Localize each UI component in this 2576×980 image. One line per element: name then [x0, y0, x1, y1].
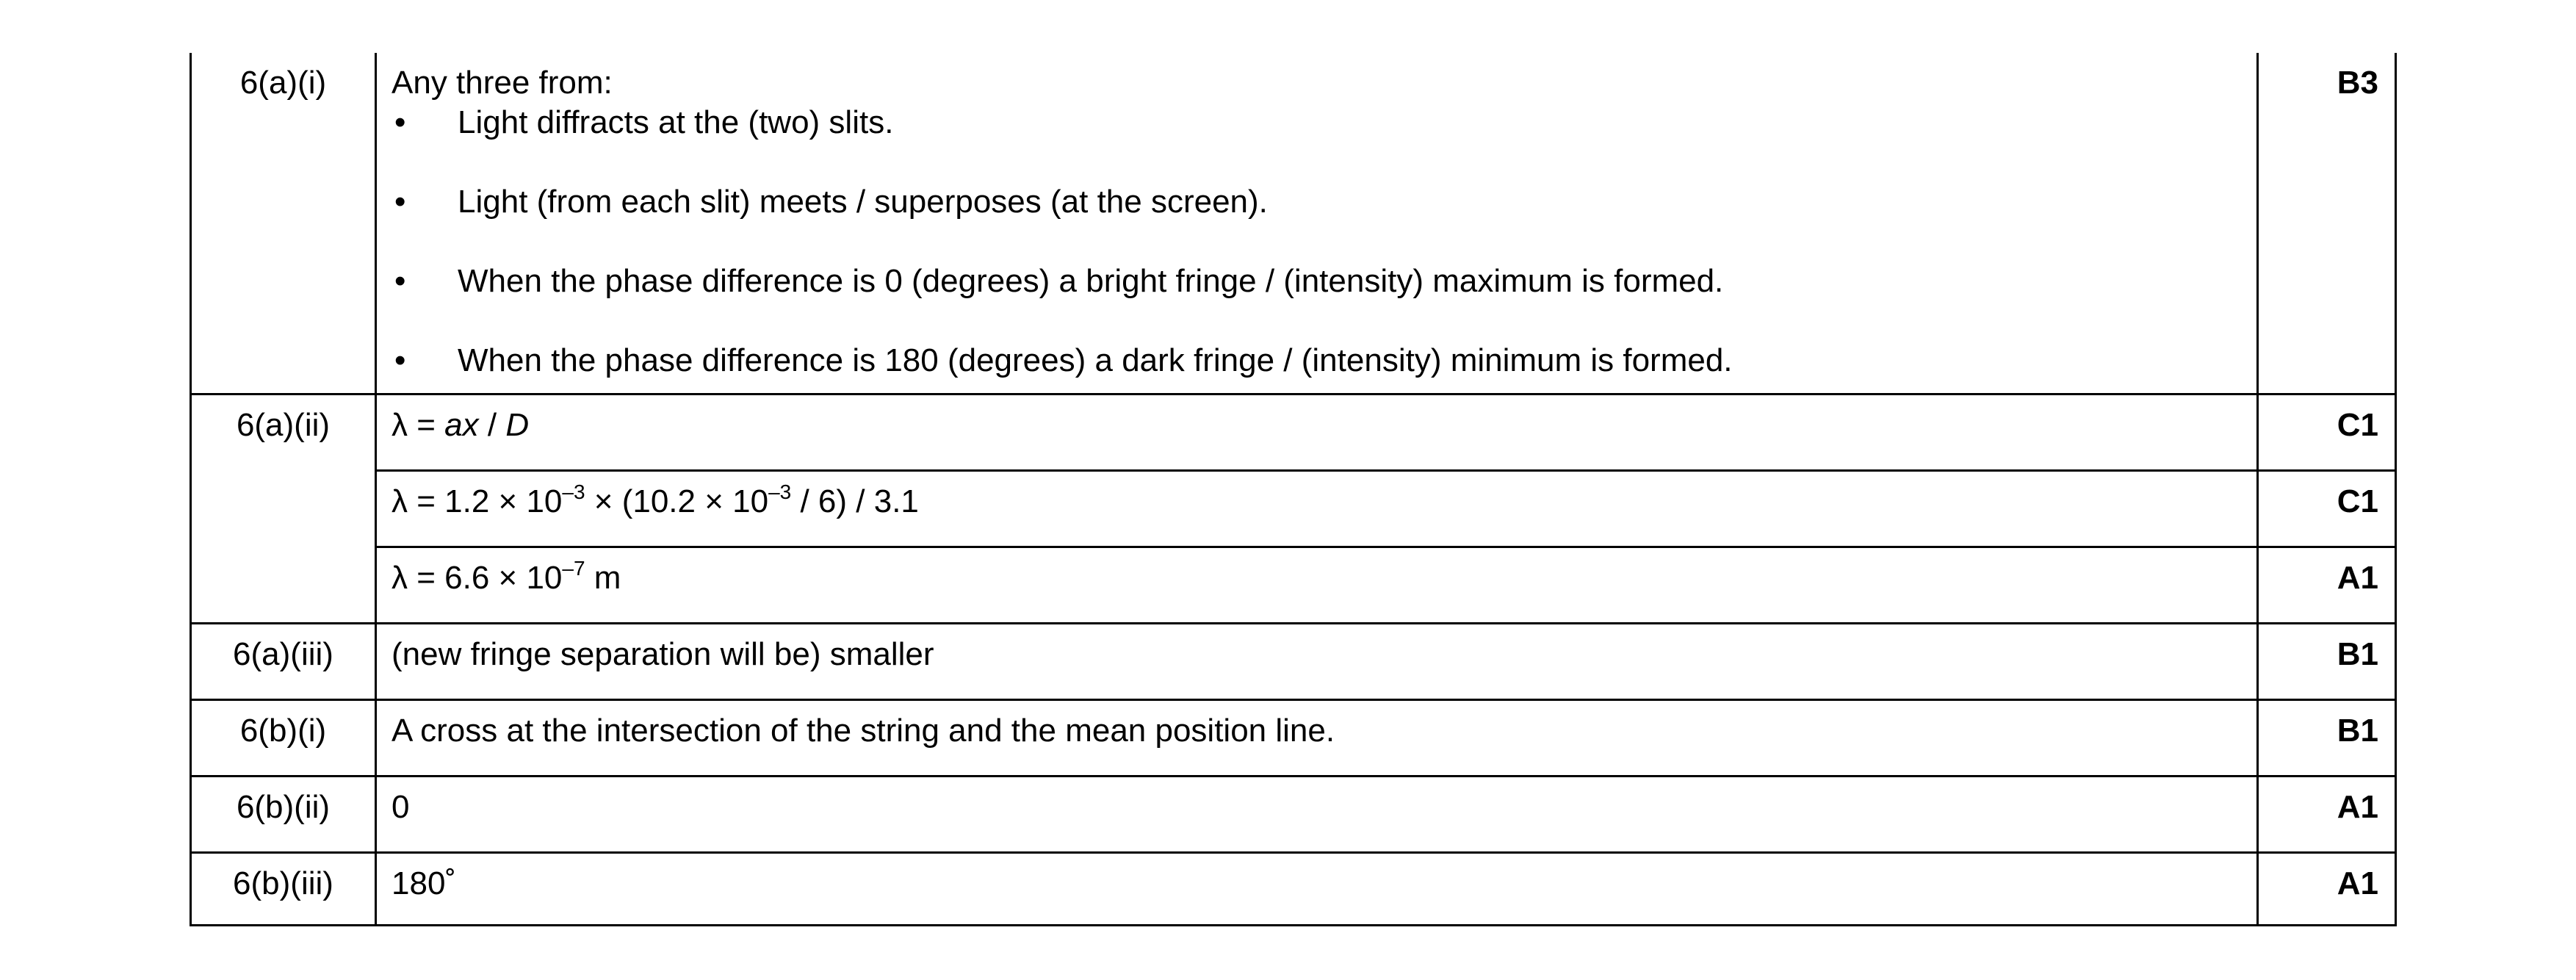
answer-cell — [376, 470, 2258, 547]
mark-cell: C1 — [2258, 470, 2396, 547]
table-row — [191, 470, 2396, 547]
question-number: 6(b)(ii) — [191, 776, 376, 852]
answer-cell — [376, 547, 2258, 623]
formula-part: × (10.2 × 10 — [585, 483, 769, 519]
table-row — [191, 547, 2396, 623]
table-row — [191, 623, 2396, 699]
variable-ax: ax — [444, 406, 479, 443]
bullet-point — [392, 182, 2242, 222]
variable-d: D — [505, 406, 530, 443]
answer-cell — [376, 394, 2258, 470]
exponent: –7 — [562, 556, 585, 580]
bullet-point — [392, 262, 2242, 301]
answer-bullet-list — [392, 103, 2242, 381]
table-row — [191, 776, 2396, 852]
answer-cell — [376, 53, 2258, 394]
formula-part: / 6) / 3.1 — [791, 483, 919, 519]
bullet-text: When the phase difference is 0 (degrees) a bright fringe / (intensity) maximum is formed. — [458, 263, 1724, 299]
table-row — [191, 53, 2396, 394]
division-sign: / — [478, 406, 506, 443]
table-row — [191, 852, 2396, 925]
mark-cell: A1 — [2258, 547, 2396, 623]
formula-part: λ = 6.6 × 10 — [392, 559, 563, 596]
question-number: 6(a)(i) — [191, 53, 376, 394]
bullet-point — [392, 341, 2242, 381]
bullet-text: Light (from each slit) meets / superposes (at the screen). — [458, 184, 1268, 220]
question-number: 6(a)(ii) — [191, 394, 376, 623]
bullet-icon: • — [394, 342, 406, 378]
table-row — [191, 394, 2396, 470]
bullet-icon: • — [394, 104, 406, 140]
question-number: 6(b)(i) — [191, 699, 376, 776]
bullet-icon: • — [394, 184, 406, 220]
formula-part: m — [585, 559, 621, 596]
exponent: –3 — [562, 480, 585, 503]
bullet-icon: • — [394, 263, 406, 299]
mark-scheme-table — [190, 53, 2397, 926]
bullet-text: Light diffracts at the (two) slits. — [458, 104, 894, 140]
mark-cell: A1 — [2258, 776, 2396, 852]
mark-cell: B1 — [2258, 623, 2396, 699]
mark-cell: B1 — [2258, 699, 2396, 776]
bullet-point — [392, 103, 2242, 143]
mark-cell: B3 — [2258, 53, 2396, 394]
answer-cell: (new fringe separation will be) smaller — [376, 623, 2258, 699]
table-row — [191, 699, 2396, 776]
answer-cell: 180˚ — [376, 852, 2258, 925]
question-number: 6(a)(iii) — [191, 623, 376, 699]
mark-cell: C1 — [2258, 394, 2396, 470]
answer-cell: A cross at the intersection of the string and the mean position line. — [376, 699, 2258, 776]
question-number: 6(b)(iii) — [191, 852, 376, 925]
formula-part: λ = 1.2 × 10 — [392, 483, 563, 519]
answer-intro: Any three from: — [392, 65, 613, 101]
answer-cell: 0 — [376, 776, 2258, 852]
bullet-text: When the phase difference is 180 (degrees) a dark fringe / (intensity) minimum is formed. — [458, 342, 1733, 378]
exponent: –3 — [768, 480, 792, 503]
lambda-symbol: λ — [392, 406, 408, 443]
mark-cell: A1 — [2258, 852, 2396, 925]
equals-sign: = — [408, 406, 445, 443]
